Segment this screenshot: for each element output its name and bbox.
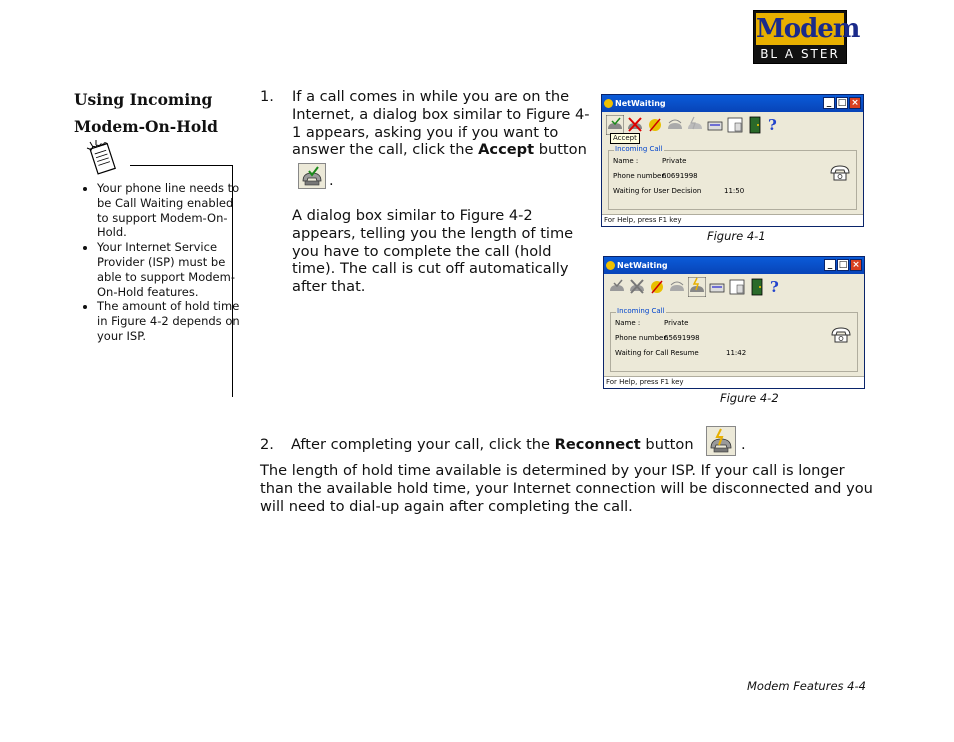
figure-2-name-label: Name : [615,319,641,327]
step-1-text-before: If a call comes in while you are on the Internet, a dialog box similar to Figure 4-1 appears, asking you if you want to answer the call, click the [292,88,590,159]
figure-1-group-title: Incoming Call [615,145,663,153]
telephone-icon [829,325,853,345]
section-heading [74,86,244,140]
calendar-icon[interactable] [726,115,744,135]
accept-tooltip: Accept [610,133,640,144]
calendar-icon[interactable] [728,277,746,297]
telephone-icon [828,163,852,183]
step-2-text-after: button [640,436,694,453]
figure-2-wait-label: Waiting for Call Resume [615,349,699,357]
log-icon[interactable] [708,277,726,297]
modem-blaster-logo [753,10,860,64]
step-1-paragraph-2: A dialog box similar to Figure 4-2 appears, telling you the length of time you have to complete the call (hold time). The call is cut off automatically after that. [292,207,574,296]
figure-2-titlebar [604,257,864,274]
figure-1-titlebar [602,95,863,112]
reconnect-icon[interactable] [688,277,706,297]
figure-1-name-label: Name : [613,157,639,165]
hold-time-paragraph: The length of hold time available is determined by your ISP. If your call is longer than the available hold time, your Internet connection will be disconnected and you will need to dial-up again after completing the call. [260,462,873,515]
forward-icon[interactable] [648,277,666,297]
reconnect-bold: Reconnect [554,436,641,453]
app-icon [606,261,615,270]
hold-icon[interactable] [668,277,686,297]
reject-icon[interactable] [626,115,644,135]
figure-2-caption: Figure 4-2 [720,391,779,405]
logo-bottom-text: BL A STER [760,47,840,61]
forward-icon[interactable] [646,115,664,135]
step-1-number: 1. [260,88,274,105]
log-icon[interactable] [706,115,724,135]
figure-1-statusbar: For Help, press F1 key [602,214,863,226]
note-item: • The amount of hold time in Figure 4-2 depends on your ISP. [97,299,242,343]
app-icon [604,99,613,108]
maximize-button[interactable]: □ [837,98,847,108]
close-button[interactable]: × [849,97,861,109]
figure-1-wait-label: Waiting for User Decision [613,187,702,195]
figure-2-phone-label: Phone number: [615,334,669,342]
figure-1-phone-value: 60691998 [662,172,698,180]
figure-1-wait-value: 11:50 [724,187,745,195]
note-item: • Your phone line needs to be Call Waiting enabled to support Modem-On-Hold. [97,181,242,240]
step-1-text-after: button [534,141,587,159]
note-item: • Your Internet Service Provider (ISP) must be able to support Modem-On-Hold features. [97,240,242,299]
accept-bold: Accept [478,141,535,159]
figure-1-caption: Figure 4-1 [707,229,766,243]
step-1-text [292,88,592,159]
accept-button-icon[interactable] [298,163,326,189]
reconnect-button-icon[interactable] [706,426,736,456]
figure-2-title: NetWaiting [617,261,668,270]
figure-2-phone-value: 65691998 [664,334,700,342]
accept-icon[interactable] [606,115,624,135]
step-2-period: . [741,436,746,453]
reconnect-disabled-icon[interactable] [686,115,704,135]
heading-line-2: Modem-On-Hold [74,117,218,136]
page-footer: Modem Features 4-4 [747,679,866,693]
note-list [80,181,242,344]
close-button[interactable]: × [850,259,862,271]
figure-1-name-value: Private [662,157,687,165]
exit-door-icon[interactable] [748,277,766,297]
figure-1-title: NetWaiting [615,99,666,108]
step-1-period: . [329,172,334,189]
logo-top-text: Modem [756,14,860,44]
minimize-button[interactable]: _ [823,97,835,109]
maximize-button[interactable]: □ [838,260,848,270]
figure-2-dialog [603,256,865,389]
figure-2-incoming-call-group [610,312,858,372]
help-icon[interactable]: ? [768,116,777,134]
help-icon[interactable]: ? [770,278,779,296]
accept-disabled-icon[interactable] [608,277,626,297]
reject-disabled-icon[interactable] [628,277,646,297]
figure-2-group-title: Incoming Call [617,307,665,315]
figure-2-wait-value: 11:42 [726,349,747,357]
hold-icon[interactable] [666,115,684,135]
note-divider [130,165,232,166]
figure-2-statusbar: For Help, press F1 key [604,376,864,388]
figure-1-dialog [601,94,864,227]
figure-2-name-value: Private [664,319,689,327]
notepad-pen-icon [84,138,120,178]
figure-1-incoming-call-group [608,150,857,210]
step-2 [260,436,694,454]
figure-1-phone-label: Phone number: [613,172,667,180]
exit-door-icon[interactable] [746,115,764,135]
step-2-text-before: After completing your call, click the [290,436,555,453]
minimize-button[interactable]: _ [824,259,836,271]
step-2-number: 2. [260,436,274,453]
heading-line-1: Using Incoming [74,90,213,109]
